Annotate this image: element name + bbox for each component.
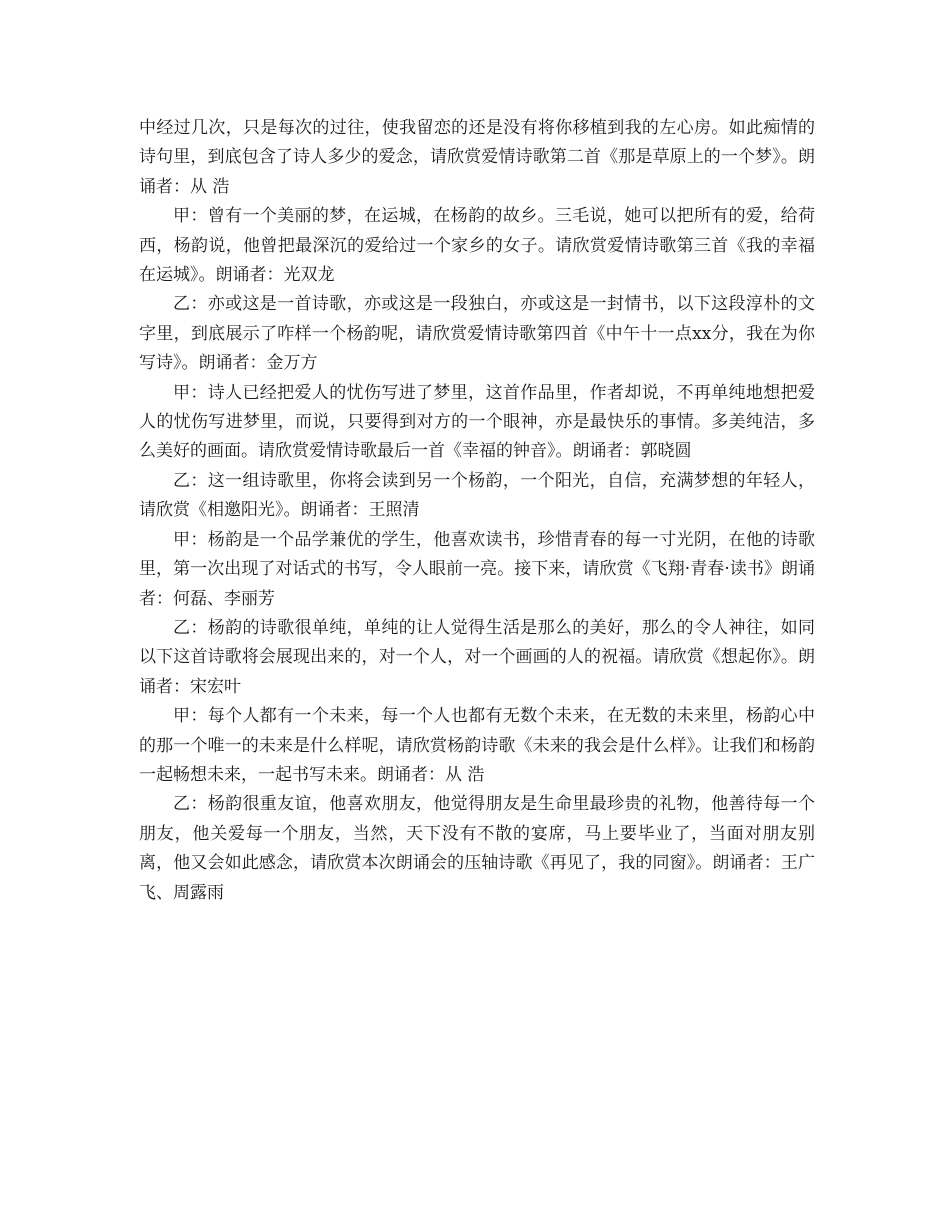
paragraph: 甲：曾有一个美丽的梦，在运城，在杨韵的故乡。三毛说，她可以把所有的爱，给荷西，杨韵说，他曾把最深沉的爱给过一个家乡的女子。请欣赏爱情诗歌第三首《我的幸福在运城》。朗诵者：光双龙 — [139, 206, 815, 286]
paragraph: 乙：杨韵很重友谊，他喜欢朋友，他觉得朋友是生命里最珍贵的礼物，他善待每一个朋友，他关爱每一个朋友，当然，天下没有不散的宴席，马上要毕业了，当面对朋友别离，他又会如此感念，请欣赏本次朗诵会的压轴诗歌《再见了，我的同窗》。朗诵者：王广飞、周露雨 — [139, 794, 815, 903]
paragraph: 甲：杨韵是一个品学兼优的学生，他喜欢读书，珍惜青春的每一寸光阴，在他的诗歌里，第一次出现了对话式的书写，令人眼前一亮。接下来，请欣赏《飞翔·青春·读书》朗诵者：何磊、李丽芳 — [139, 529, 815, 609]
paragraph: 乙：亦或这是一首诗歌，亦或这是一段独白，亦或这是一封情书，以下这段淳朴的文字里，到底展示了咋样一个杨韵呢，请欣赏爱情诗歌第四首《中午十一点xx分，我在为你写诗》。朗诵者：金万方 — [139, 294, 815, 374]
paragraph: 中经过几次，只是每次的过往，使我留恋的还是没有将你移植到我的左心房。如此痴情的诗句里，到底包含了诗人多少的爱念，请欣赏爱情诗歌第二首《那是草原上的一个梦》。朗诵者：从 浩 — [139, 118, 815, 197]
paragraph: 乙：杨韵的诗歌很单纯，单纯的让人觉得生活是那么的美好，那么的令人神往，如同以下这首诗歌将会展现出来的，对一个人，对一个画画的人的祝福。请欣赏《想起你》。朗诵者：宋宏叶 — [139, 617, 815, 697]
paragraph: 乙：这一组诗歌里，你将会读到另一个杨韵，一个阳光，自信，充满梦想的年轻人，请欣赏《相邀阳光》。朗诵者：王照清 — [139, 470, 815, 521]
paragraph: 甲：每个人都有一个未来，每一个人也都有无数个未来，在无数的未来里，杨韵心中的那一个唯一的未来是什么样呢，请欣赏杨韵诗歌《未来的我会是什么样》。让我们和杨韵一起畅想未来，一起书写未来。朗诵者：从 浩 — [139, 706, 815, 785]
document-body — [139, 114, 815, 908]
paragraph: 甲：诗人已经把爱人的忧伤写进了梦里，这首作品里，作者却说，不再单纯地想把爱人的忧伤写进梦里，而说，只要得到对方的一个眼神，亦是最快乐的事情。多美纯洁，多么美好的画面。请欣赏爱情诗歌最后一首《幸福的钟音》。朗诵者：郭晓圆 — [139, 382, 815, 462]
